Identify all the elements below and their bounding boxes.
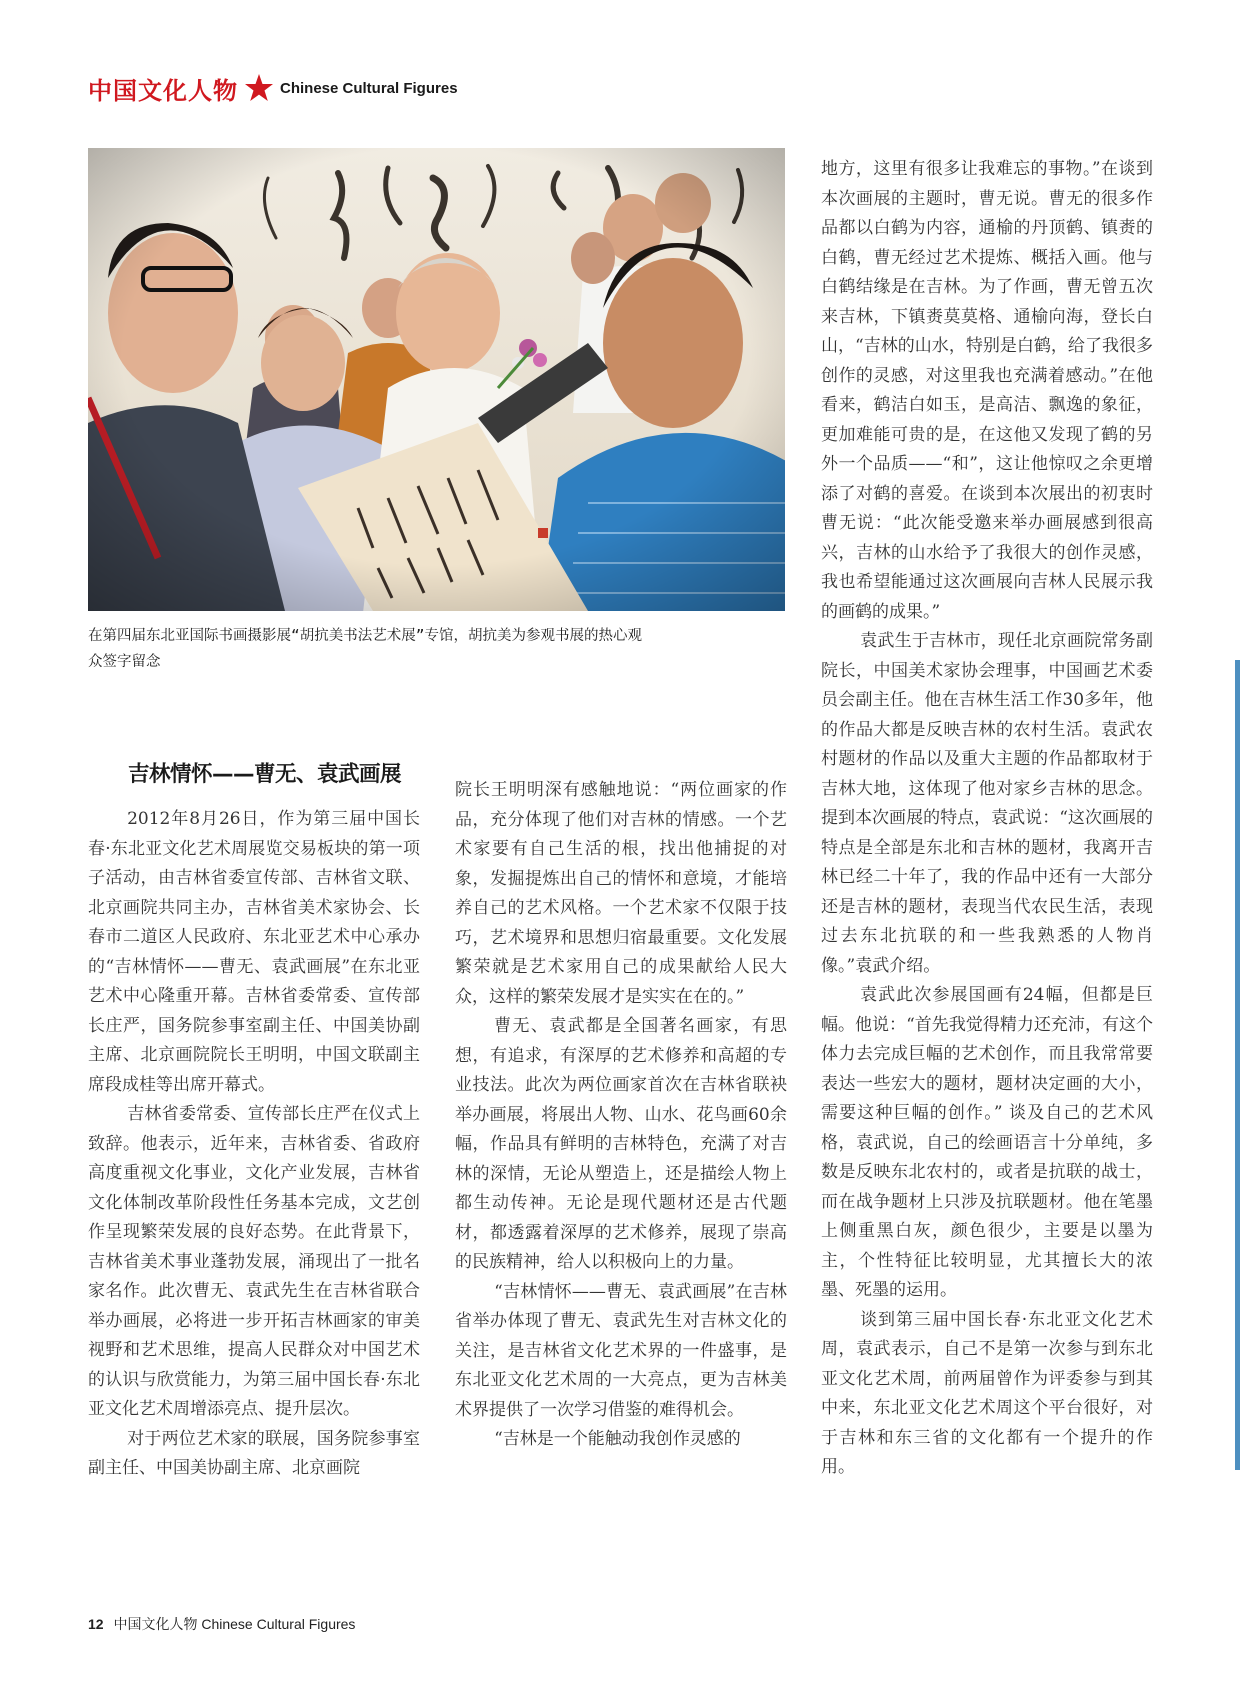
photo-caption: 在第四届东北亚国际书画摄影展“胡抗美书法艺术展”专馆，胡抗美为参观书展的热心观众签字留念 (88, 628, 642, 670)
paragraph: 吉林省委常委、宣传部长庄严在仪式上致辞。他表示，近年来，吉林省委、省政府高度重视文化事业，文化产业发展，吉林省文化体制改革阶段性任务基本完成，文艺创作呈现繁荣发展的良好态势。在此背景下，吉林省美术事业蓬勃发展，涌现出了一批名家名作。此次曹无、袁武先生在吉林省联合举办画展，必将进一步开拓吉林画家的审美视野和艺术思维，提高人民群众对中国艺术的认识与欣赏能力，为第三届中国长春·东北亚文化艺术周增添亮点、提升层次。 (88, 1104, 420, 1419)
article-column-1 (88, 805, 420, 1484)
star-icon (244, 73, 274, 103)
page-footer (88, 1614, 355, 1634)
magazine-title-cn: 中国文化人物 (88, 75, 238, 105)
article-column-2 (455, 776, 787, 1455)
section-title: 吉林情怀——曹无、袁武画展 (128, 762, 402, 787)
magazine-title-en: Chinese Cultural Figures (280, 79, 458, 97)
paragraph: 院长王明明深有感触地说：“两位画家的作品，充分体现了他们对吉林的情感。一个艺术家要有自己生活的根，找出他捕捉的对象，发掘提炼出自己的情怀和意境，才能培养自己的艺术风格。一个艺术家不仅限于技巧，艺术境界和思想归宿最重要。文化发展繁荣就是艺术家用自己的成果献给人民大众，这样的繁荣发展才是实实在在的。” (455, 780, 787, 1007)
paragraph: “吉林是一个能触动我创作灵感的 (494, 1429, 741, 1449)
page-number: 12 (88, 1616, 104, 1632)
magazine-header (88, 70, 458, 106)
event-photo (88, 148, 785, 611)
footer-text: 中国文化人物 Chinese Cultural Figures (113, 1616, 356, 1632)
paragraph: 对于两位艺术家的联展，国务院参事室副主任、中国美协副主席、北京画院 (88, 1428, 420, 1478)
paragraph: 袁武生于吉林市，现任北京画院常务副院长，中国美术家协会理事，中国画艺术委员会副主任。他在吉林生活工作30多年，他的作品大都是反映吉林的农村生活。袁武农村题材的作品以及重大主题的作品都取材于吉林大地，这体现了他对家乡吉林的思念。提到本次画展的特点，袁武说：“这次画展的特点是全部是东北和吉林的题材，我离开吉林已经二十年了，我的作品中还有一大部分还是吉林的题材，表现当代农民生活，表现过去东北抗联的和一些我熟悉的人物肖像。”袁武介绍。 (821, 631, 1153, 976)
paragraph: 谈到第三届中国长春·东北亚文化艺术周，袁武表示，自己不是第一次参与到东北亚文化艺术周，前两届曾作为评委参与到其中来，东北亚文化艺术周这个平台很好，对于吉林和东三省的文化都有一个提升的作用。 (821, 1309, 1153, 1477)
paragraph: 2012年8月26日，作为第三届中国长春·东北亚文化艺术周展览交易板块的第一项子活动，由吉林省委宣传部、吉林省文联、北京画院共同主办，吉林省美术家协会、长春市二道区人民政府、东北亚艺术中心承办的“吉林情怀——曹无、袁武画展”在东北亚艺术中心隆重开幕。吉林省委常委、宣传部长庄严，国务院参事室副主任、中国美协副主席、北京画院院长王明明，中国文联副主席段成桂等出席开幕式。 (88, 809, 420, 1095)
article-column-3 (821, 155, 1153, 1483)
paragraph: “吉林情怀——曹无、袁武画展”在吉林省举办体现了曹无、袁武先生对吉林文化的关注，是吉林省文化艺术界的一件盛事，是东北亚文化艺术周的一大亮点，更为吉林美术界提供了一次学习借鉴的难得机会。 (455, 1281, 787, 1420)
paragraph: 曹无、袁武都是全国著名画家，有思想，有追求，有深厚的艺术修养和高超的专业技法。此次为两位画家首次在吉林省联袂举办画展，将展出人物、山水、花鸟画60余幅，作品具有鲜明的吉林特色，充满了对吉林的深情，无论从塑造上，还是描绘人物上都生动传神。无论是现代题材还是古代题材，都透露着深厚的艺术修养，展现了崇高的民族精神，给人以积极向上的力量。 (455, 1016, 787, 1272)
paragraph: 地方，这里有很多让我难忘的事物。”在谈到本次画展的主题时，曹无说。曹无的很多作品都以白鹤为内容，通榆的丹顶鹤、镇赉的白鹤，曹无经过艺术提炼、概括入画。他与白鹤结缘是在吉林。为了作画，曹无曾五次来吉林，下镇赉莫莫格、通榆向海，登长白山，“吉林的山水，特别是白鹤，给了我很多创作的灵感，对这里我也充满着感动。”在他看来，鹤洁白如玉，是高洁、飘逸的象征，更加难能可贵的是，在这他又发现了鹤的另外一个品质——“和”，这让他惊叹之余更增添了对鹤的喜爱。在谈到本次展出的初衷时曹无说：“此次能受邀来举办画展感到很高兴，吉林的山水给予了我很大的创作灵感，我也希望能通过这次画展向吉林人民展示我的画鹤的成果。” (821, 159, 1153, 622)
photo-illustration (88, 148, 785, 611)
page-edge-accent-bar (1235, 660, 1240, 1470)
paragraph: 袁武此次参展国画有24幅，但都是巨幅。他说：“首先我觉得精力还充沛，有这个体力去完成巨幅的艺术创作，而且我常常要表达一些宏大的题材，题材决定画的大小，需要这种巨幅的创作。” 谈及自己的艺术风格，袁武说，自己的绘画语言十分单纯，多数是反映东北农村的，或者是抗联的战士，而在战争题材上只涉及抗联题材。他在笔墨上侧重黑白灰，颜色很少，主要是以墨为主，个性特征比较明显，尤其擅长大的浓墨、死墨的运用。 (821, 985, 1153, 1300)
